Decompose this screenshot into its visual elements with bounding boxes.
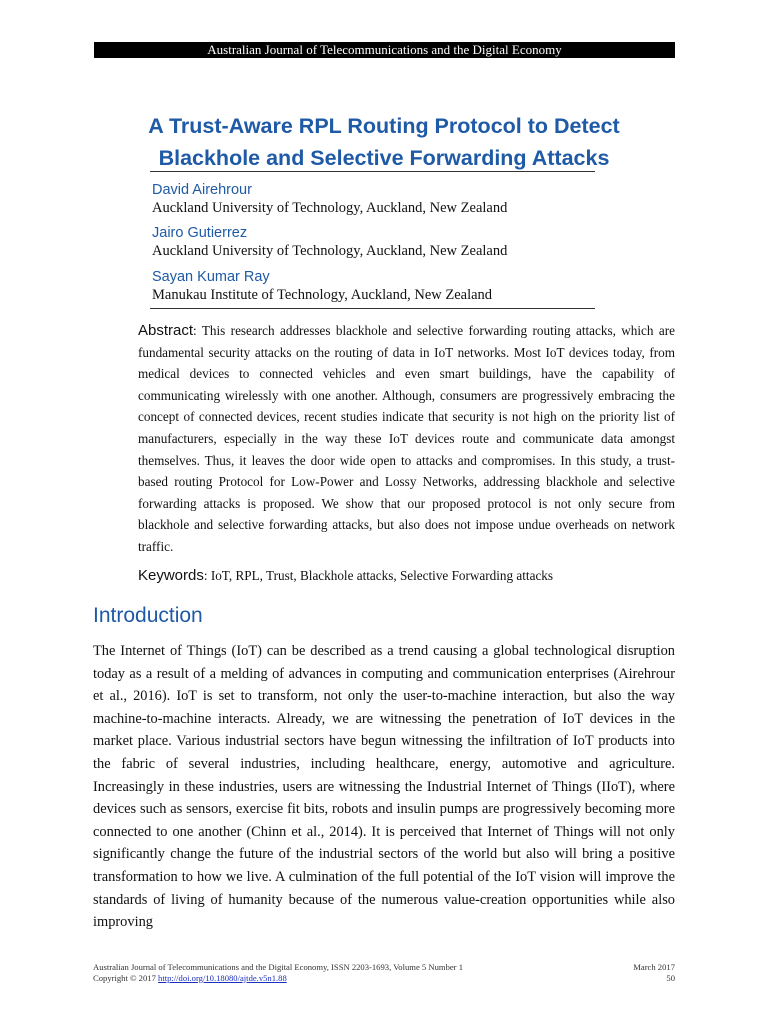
- keywords-label: Keywords: [138, 567, 204, 584]
- author-1: [152, 181, 622, 217]
- introduction-paragraph: The Internet of Things (IoT) can be described as a trend causing a global technological disruption today as a result of a melding of advances in computing and communication enterprises (Airehrour et al., 2016). IoT is set to transform, not only the user-to-machine interaction, but also the way machine-to-machine interacts. Already, we are witnessing the penetration of IoT devices in the market place. Various industrial sectors have begun witnessing the infiltration of IoT products into the fabric of several industries, including healthcare, energy, automotive and agriculture. Increasingly in these industries, users are witnessing the Industrial Internet of Things (IIoT), where devices such as sensors, exercise fit bits, robots and insulin pumps are progressively becoming more connected to one another (Chinn et al., 2014). It is perceived that Internet of Things will not only significantly change the future of the industrial sectors of the world but also will bring a positive transformation to how we live. A culmination of the full potential of the IoT vision will improve the standards of living of humanity because of the numerous value-creation opportunities while also improving: [93, 643, 675, 931]
- title-divider: [150, 171, 595, 172]
- copyright-text: Copyright © 2017: [93, 972, 159, 983]
- author-affiliation: Auckland University of Technology, Auckland, New Zealand: [152, 200, 508, 216]
- journal-header-bar: [94, 42, 675, 58]
- abstract-text: : This research addresses blackhole and selective forwarding routing attacks, which are fundamental security attacks on the routing of data in IoT networks. Most IoT devices today, from medical devices to connected vehicles and even smart buildings, have the capability of communicating wirelessly with one another. Although, consumers are progressively embracing the concept of connected devices, recent studies indicate that security is not high on the priority list of manufacturers, especially in the way these IoT devices route and communicate data amongst themselves. Thus, it leaves the door wide open to attacks and compromises. In this study, a trust-based routing Protocol for Low-Power and Lossy Networks, addressing blackhole and selective forwarding attacks is proposed. We show that our proposed protocol is not only secure from blackhole and selective forwarding attacks, but also does not impose undue overheads on network traffic.: [138, 323, 675, 554]
- paper-title: [96, 110, 672, 174]
- journal-name: Australian Journal of Telecommunications and the Digital Economy: [207, 42, 562, 57]
- copyright-line: [93, 973, 563, 984]
- paper-title-line-1: A Trust-Aware RPL Routing Protocol to Detect: [148, 114, 620, 138]
- author-affiliation: Manukau Institute of Technology, Auckland, New Zealand: [152, 287, 493, 303]
- citation-line: Australian Journal of Telecommunications and the Digital Economy, ISSN 2203-1693, Volume 5 Number 1: [93, 962, 463, 972]
- keywords-text: : IoT, RPL, Trust, Blackhole attacks, Selective Forwarding attacks: [203, 568, 554, 583]
- doi-link[interactable]: http://doi.org/10.18080/ajtde.v5n1.88: [158, 972, 287, 983]
- author-affiliation: Auckland University of Technology, Auckland, New Zealand: [152, 243, 508, 259]
- abstract-label: Abstract: [138, 322, 194, 339]
- issue-date: March 2017: [633, 962, 675, 972]
- keywords: [138, 565, 675, 587]
- author-3: [152, 268, 622, 304]
- authors-divider: [150, 308, 595, 309]
- author-name: David Airehrour: [152, 182, 252, 198]
- footer-citation: [93, 962, 563, 983]
- footer-meta: [560, 962, 675, 983]
- paper-title-line-2: Blackhole and Selective Forwarding Attacks: [158, 146, 610, 170]
- section-heading-introduction: Introduction: [93, 604, 203, 627]
- abstract: [138, 320, 675, 558]
- author-2: [152, 224, 622, 260]
- page-number: 50: [666, 972, 675, 983]
- author-name: Sayan Kumar Ray: [152, 269, 270, 285]
- author-name: Jairo Gutierrez: [152, 225, 248, 241]
